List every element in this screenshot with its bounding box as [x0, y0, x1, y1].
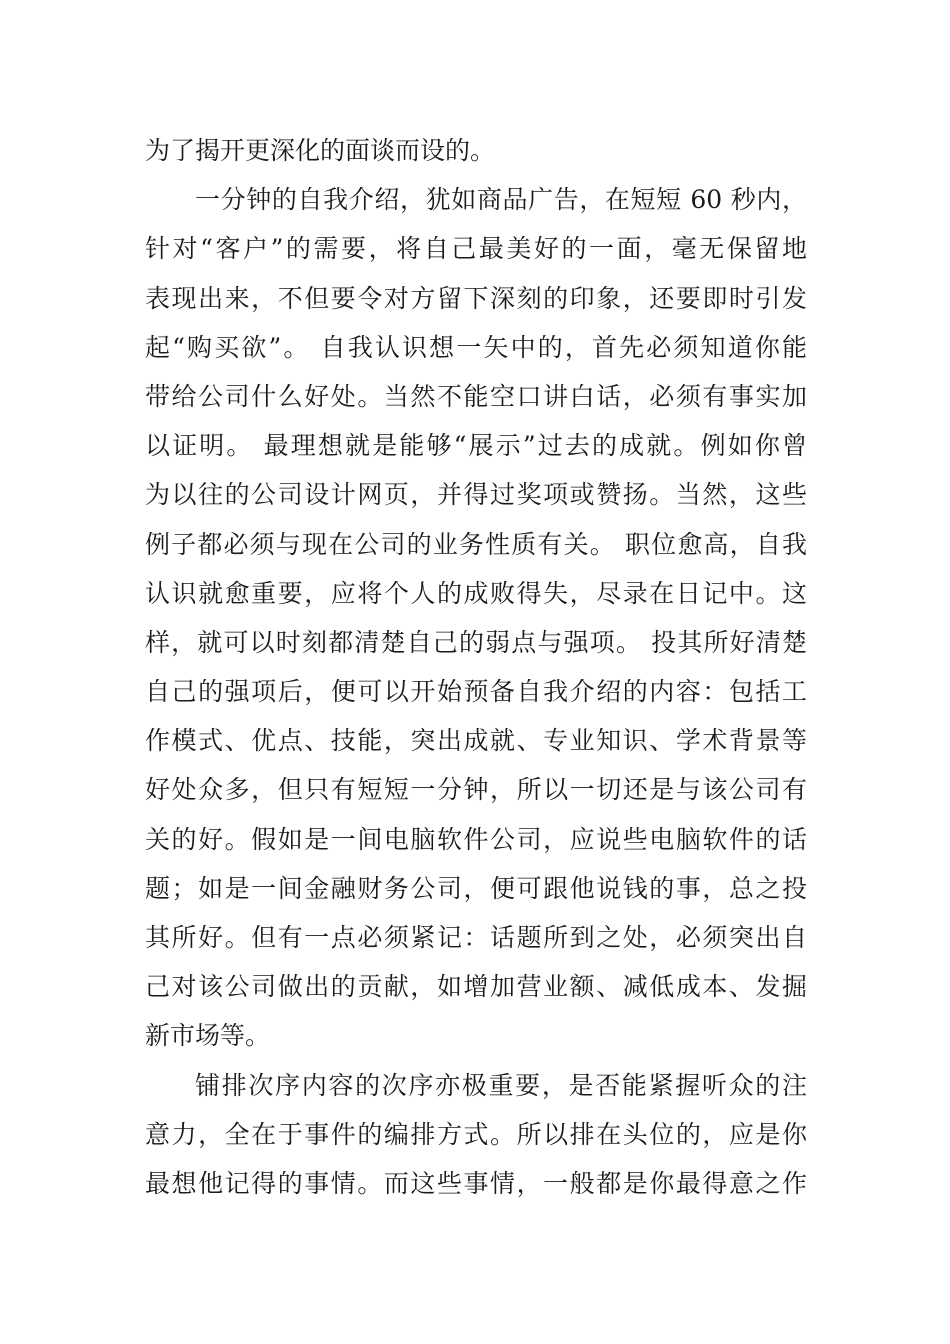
- text-line: 其所好。但有一点必须紧记：话题所到之处，必须突出自: [145, 923, 807, 952]
- text-line: 带给公司什么好处。当然不能空口讲白话，必须有事实加: [145, 381, 807, 411]
- text-line: 针对“客户”的需要，将自己最美好的一面，毫无保留地: [145, 234, 807, 264]
- text-line: 题；如是一间金融财务公司，便可跟他说钱的事，总之投: [145, 873, 807, 903]
- text-line: 最想他记得的事情。而这些事情，一般都是你最得意之作: [145, 1168, 807, 1198]
- text-line: 铺排次序内容的次序亦极重要，是否能紧握听众的注: [195, 1070, 807, 1100]
- text-line: 表现出来，不但要令对方留下深刻的印象，还要即时引发: [145, 283, 807, 313]
- text-line: 好处众多，但只有短短一分钟，所以一切还是与该公司有: [145, 775, 807, 805]
- text-line: 为以往的公司设计网页，并得过奖项或赞扬。当然，这些: [145, 480, 807, 510]
- text-line: 起“购买欲”。 自我认识想一矢中的，首先必须知道你能: [145, 332, 807, 362]
- text-line: 意力，全在于事件的编排方式。所以排在头位的，应是你: [145, 1119, 807, 1149]
- text-line: 新市场等。: [145, 1021, 271, 1051]
- text-line: 自己的强项后，便可以开始预备自我介绍的内容：包括工: [145, 677, 807, 707]
- text-line: 例子都必须与现在公司的业务性质有关。 职位愈高，自我: [145, 529, 807, 559]
- body-text: [145, 126, 807, 1208]
- text-line: 关的好。假如是一间电脑软件公司，应说些电脑软件的话: [145, 824, 807, 854]
- text-line: 认识就愈重要，应将个人的成败得失，尽录在日记中。这: [145, 578, 807, 608]
- text-line: 样，就可以时刻都清楚自己的弱点与强项。 投其所好清楚: [145, 627, 807, 657]
- text-line: 作模式、优点、技能，突出成就、专业知识、学术背景等: [145, 726, 807, 756]
- text-line: 为了揭开更深化的面谈而设的。: [145, 136, 496, 165]
- text-line: 以证明。 最理想就是能够“展示”过去的成就。例如你曾: [145, 431, 807, 461]
- text-line: 己对该公司做出的贡献，如增加营业额、减低成本、发掘: [145, 972, 807, 1002]
- text-line: 一分钟的自我介绍，犹如商品广告，在短短 60 秒内，: [195, 185, 807, 215]
